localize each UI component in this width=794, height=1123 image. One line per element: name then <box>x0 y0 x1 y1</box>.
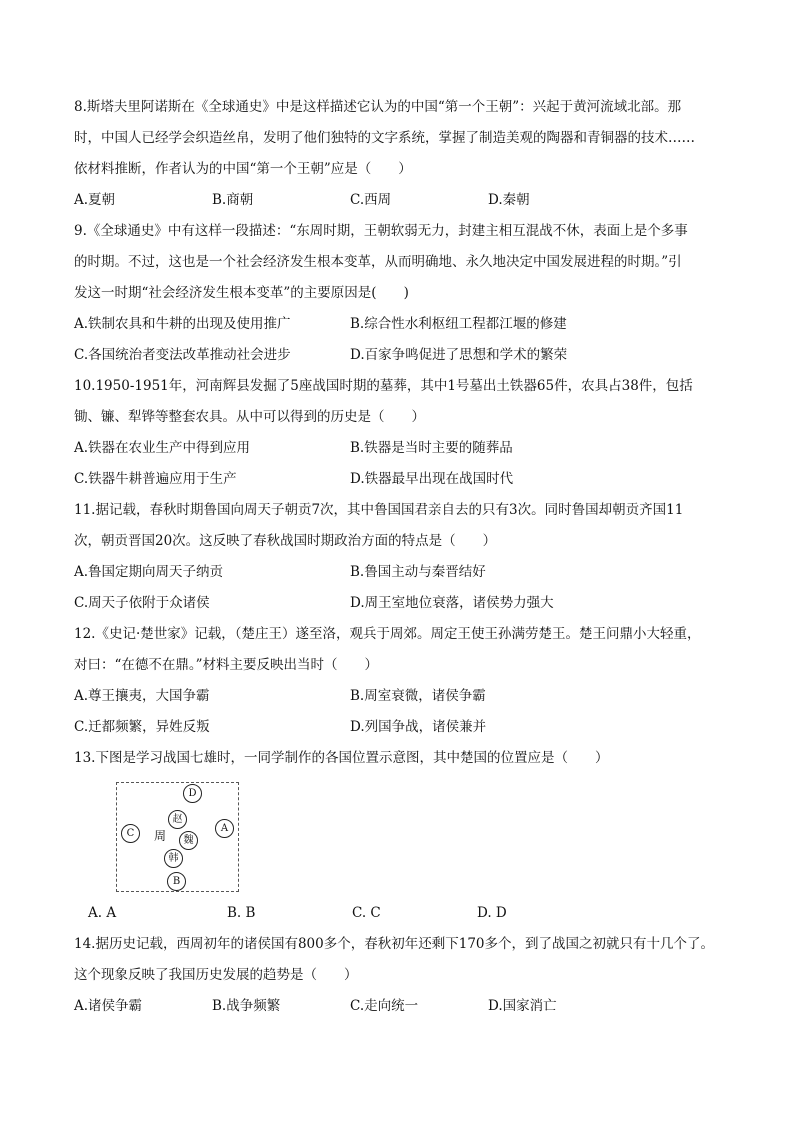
options-row <box>74 309 724 340</box>
option-d[interactable]: D.百家争鸣促进了思想和学术的繁荣 <box>350 347 568 363</box>
question-text: 8.斯塔夫里阿诺斯在《全球通史》中是这样描述它认为的中国“第一个王朝”：兴起于黄河流域北部。那 <box>74 99 682 115</box>
option-c[interactable]: C.各国统治者变法改革推动社会进步 <box>74 347 291 363</box>
map-label-zhou: 周 <box>154 829 167 843</box>
question-text: 12.《史记·楚世家》记载，（楚庄王）遂至洛，观兵于周郊。周定王使王孙满劳楚王。楚王问鼎小大轻重， <box>74 626 701 642</box>
map-label-han: 韩 <box>164 849 183 868</box>
question-text: 依材料推断，作者认为的中国“第一个王朝”应是（ ） <box>74 161 412 177</box>
question-text: 9.《全球通史》中有这样一段描述：“东周时期，王朝软弱无力，封建主相互混战不休，表面上是个多事 <box>74 223 688 239</box>
option-b[interactable]: B.战争频繁 <box>212 998 281 1014</box>
map-label-d: D <box>183 784 202 803</box>
map-label-a: A <box>215 819 234 838</box>
option-b[interactable]: B.综合性水利枢纽工程都江堰的修建 <box>350 316 567 332</box>
options-row <box>74 464 724 495</box>
question-text: 这个现象反映了我国历史发展的趋势是（ ） <box>74 967 358 983</box>
option-d[interactable]: D.铁器最早出现在战国时代 <box>350 471 514 487</box>
question-14 <box>74 929 724 1022</box>
options-row <box>74 991 724 1022</box>
map-label-wei: 魏 <box>179 831 198 850</box>
options-row <box>74 898 724 929</box>
options-row <box>74 340 724 371</box>
option-a[interactable]: A.诸侯争霸 <box>74 998 143 1014</box>
question-text: 10.1950-1951年，河南辉县发掘了5座战国时期的墓葬，其中1号墓出土铁器65件，农具占38件，包括 <box>74 378 693 394</box>
option-a[interactable]: A.鲁国定期向周天子纳贡 <box>74 564 224 580</box>
map-label-zhao: 赵 <box>168 810 187 829</box>
question-text: 锄、镰、犁铧等整套农具。从中可以得到的历史是（ ） <box>74 409 425 425</box>
option-d[interactable]: D.列国争战，诸侯兼并 <box>350 719 487 735</box>
question-9 <box>74 216 724 371</box>
option-c[interactable]: C.走向统一 <box>350 998 419 1014</box>
question-text: 发这一时期“社会经济发生根本变革”的主要原因是( ) <box>74 285 409 301</box>
option-b[interactable]: B.鲁国主动与秦晋结好 <box>350 564 486 580</box>
option-a[interactable]: A. A <box>88 905 117 921</box>
map-label-c: C <box>121 824 140 843</box>
question-8 <box>74 92 724 216</box>
question-text: 13.下图是学习战国七雄时，一同学制作的各国位置示意图，其中楚国的位置应是（ ） <box>74 750 609 766</box>
exam-page <box>74 92 724 1022</box>
options-row <box>74 557 724 588</box>
option-a[interactable]: A.尊王攘夷，大国争霸 <box>74 688 210 704</box>
question-text: 14.据历史记载，西周初年的诸侯国有800多个，春秋初年还剩下170多个，到了战国之初就只有十几个了。 <box>74 936 715 952</box>
option-d[interactable]: D.秦朝 <box>488 192 530 208</box>
option-a[interactable]: A.铁制农具和牛耕的出现及使用推广 <box>74 316 291 332</box>
option-c[interactable]: C. C <box>352 905 381 921</box>
question-11 <box>74 495 724 619</box>
option-d[interactable]: D. D <box>477 905 507 921</box>
question-13 <box>74 743 724 929</box>
option-d[interactable]: D.周王室地位衰落，诸侯势力强大 <box>350 595 554 611</box>
question-text: 对曰：“在德不在鼎。”材料主要反映出当时（ ） <box>74 657 379 673</box>
options-row <box>74 588 724 619</box>
option-c[interactable]: C.迁都频繁，异姓反叛 <box>74 719 210 735</box>
options-row <box>74 681 724 712</box>
question-text: 11.据记载，春秋时期鲁国向周天子朝贡7次，其中鲁国国君亲自去的只有3次。同时鲁国却朝贡齐国11 <box>74 502 684 518</box>
options-row <box>74 433 724 464</box>
option-c[interactable]: C.周天子依附于众诸侯 <box>74 595 210 611</box>
question-text: 次，朝贡晋国20次。这反映了春秋战国时期政治方面的特点是（ ） <box>74 533 497 549</box>
options-row <box>74 712 724 743</box>
option-b[interactable]: B.商朝 <box>212 192 254 208</box>
question-12 <box>74 619 724 743</box>
option-b[interactable]: B. B <box>227 905 256 921</box>
question-text: 的时期。不过，这也是一个社会经济发生根本变革，从而明确地、永久地决定中国发展进程的时期。”引 <box>74 254 682 270</box>
options-row <box>74 185 724 216</box>
option-c[interactable]: C.西周 <box>350 192 392 208</box>
option-c[interactable]: C.铁器牛耕普遍应用于生产 <box>74 471 237 487</box>
question-10 <box>74 371 724 495</box>
option-a[interactable]: A.夏朝 <box>74 192 116 208</box>
states-position-diagram <box>116 782 239 892</box>
option-d[interactable]: D.国家消亡 <box>488 998 557 1014</box>
option-b[interactable]: B.周室衰微，诸侯争霸 <box>350 688 486 704</box>
option-b[interactable]: B.铁器是当时主要的随葬品 <box>350 440 513 456</box>
question-text: 时，中国人已经学会织造丝帛，发明了他们独特的文字系统，掌握了制造美观的陶器和青铜器的技术…… <box>74 130 695 146</box>
option-a[interactable]: A.铁器在农业生产中得到应用 <box>74 440 251 456</box>
map-label-b: B <box>167 872 186 891</box>
